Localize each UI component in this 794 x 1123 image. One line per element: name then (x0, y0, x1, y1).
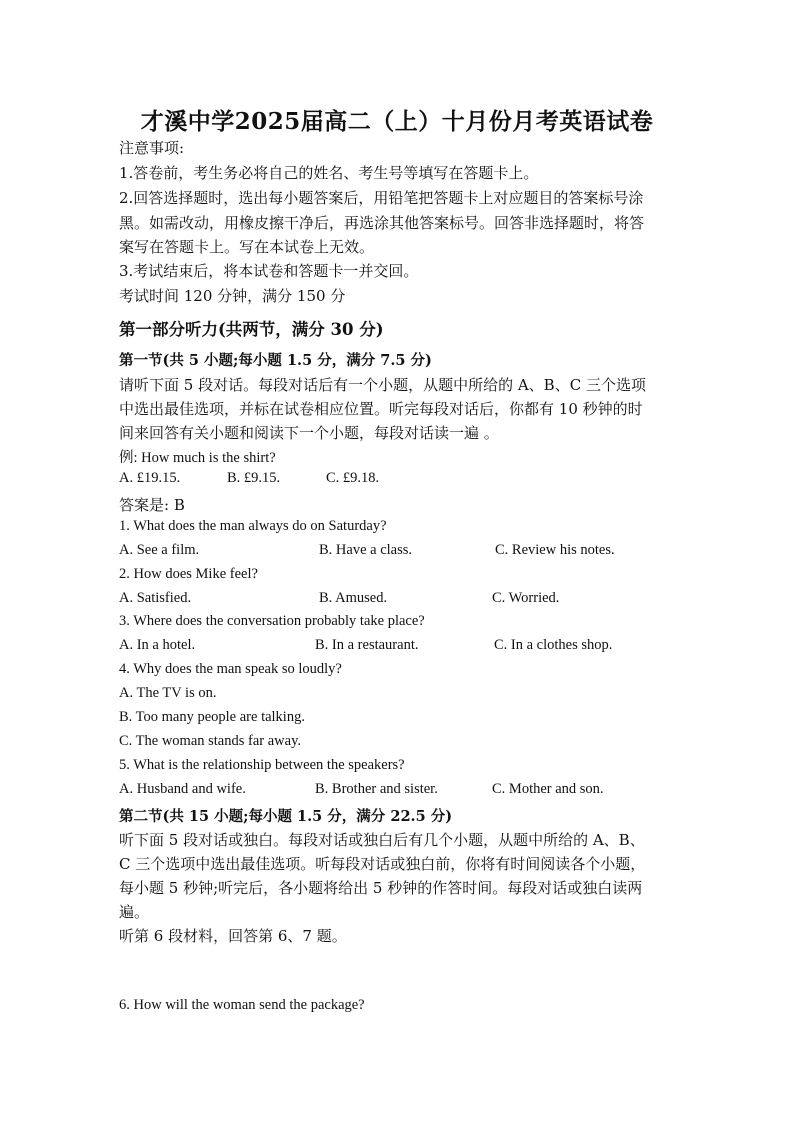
question-1: 1. What does the man always do on Saturday? (119, 518, 387, 534)
example-answer: 答案是: B (119, 496, 185, 514)
notice-item: 2.回答选择题时，选出每小题答案后，用铅笔把答题卡上对应题目的答案标号涂 (119, 189, 644, 207)
question-2: 2. How does Mike feel? (119, 566, 258, 582)
q1-option-b: B. Have a class. (319, 542, 413, 558)
material-6-note: 听第 6 段材料，回答第 6、7 题。 (119, 927, 347, 945)
notice-item: 黑。如需改动，用橡皮擦干净后，再选涂其他答案标号。回答非选择题时，将答 (119, 214, 645, 232)
question-3: 3. Where does the conversation probably take place? (119, 613, 425, 629)
example-question: 例: How much is the shirt? (119, 450, 276, 466)
section2-instruction: 每小题 5 秒钟;听完后，各小题将给出 5 秒钟的作答时间。每段对话或独白读两 (119, 879, 643, 897)
q1-option-a: A. See a film. (119, 542, 200, 558)
notice-heading: 注意事项: (119, 139, 185, 157)
part1-heading: 第一部分听力(共两节，满分 30 分) (119, 320, 384, 339)
question-5: 5. What is the relationship between the speakers? (119, 757, 405, 773)
q4-option-b: B. Too many people are talking. (119, 709, 305, 725)
section1-instruction: 中选出最佳选项，并标在试卷相应位置。听完每段对话后，你都有 10 秒钟的时 (119, 400, 643, 418)
q2-option-b: B. Amused. (319, 590, 388, 606)
question-4: 4. Why does the man speak so loudly? (119, 661, 342, 677)
section2-instruction: 遍。 (119, 903, 150, 921)
section1-instruction: 间来回答有关小题和阅读下一个小题，每段对话读一遍 。 (119, 424, 499, 442)
q5-option-b: B. Brother and sister. (315, 781, 438, 797)
q3-option-b: B. In a restaurant. (315, 637, 419, 653)
notice-item: 案写在答题卡上。写在本试卷上无效。 (119, 238, 375, 256)
example-option-a: A. £19.15. (119, 470, 181, 486)
example-option-c: C. £9.18. (326, 470, 380, 486)
q5-option-a: A. Husband and wife. (119, 781, 246, 797)
q4-option-a: A. The TV is on. (119, 685, 217, 701)
section1-instruction: 请听下面 5 段对话。每段对话后有一个小题，从题中所给的 A、B、C 三个选项 (119, 376, 646, 394)
section2-instruction: C 三个选项中选出最佳选项。听每段对话或独白前，你将有时间阅读各个小题， (119, 855, 646, 873)
section2-instruction: 听下面 5 段对话或独白。每段对话或独白后有几个小题，从题中所给的 A、B、 (119, 831, 645, 849)
q2-option-a: A. Satisfied. (119, 590, 192, 606)
exam-time: 考试时间 120 分钟，满分 150 分 (119, 287, 346, 305)
q3-option-a: A. In a hotel. (119, 637, 196, 653)
notice-item: 3.考试结束后，将本试卷和答题卡一并交回。 (119, 262, 419, 280)
q1-option-c: C. Review his notes. (495, 542, 615, 558)
section1-heading: 第一节(共 5 小题;每小题 1.5 分，满分 7.5 分) (119, 352, 432, 369)
q2-option-c: C. Worried. (492, 590, 560, 606)
question-6: 6. How will the woman send the package? (119, 997, 365, 1013)
q4-option-c: C. The woman stands far away. (119, 733, 302, 749)
exam-title: 才溪中学2025届高二（上）十月份月考英语试卷 (140, 108, 654, 135)
q3-option-c: C. In a clothes shop. (494, 637, 613, 653)
example-option-b: B. £9.15. (227, 470, 281, 486)
notice-item: 1.答卷前，考生务必将自己的姓名、考生号等填写在答题卡上。 (119, 164, 539, 182)
section2-heading: 第二节(共 15 小题;每小题 1.5 分，满分 22.5 分) (119, 808, 453, 825)
q5-option-c: C. Mother and son. (492, 781, 604, 797)
